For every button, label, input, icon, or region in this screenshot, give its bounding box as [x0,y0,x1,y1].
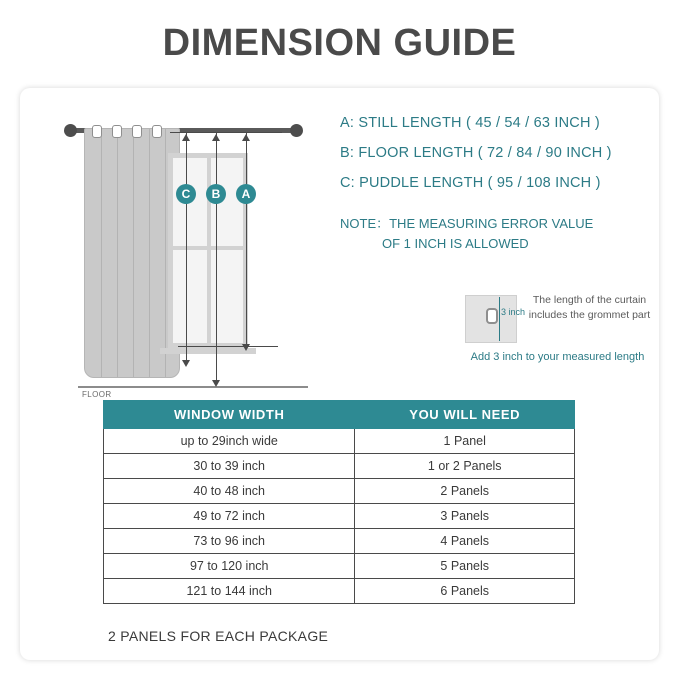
curtain-panel [84,128,180,378]
grommet-icon [112,125,122,138]
grommet-dimension-label: 3 inch [501,307,526,317]
marker-c: C [176,184,196,204]
legend-row-b: B: FLOOR LENGTH ( 72 / 84 / 90 INCH ) [340,144,612,161]
cell-panels-needed: 2 Panels [355,479,575,504]
window-frame [168,153,248,348]
legend-note-line1: NOTE：THE MEASURING ERROR VALUE [340,215,594,231]
rod-finial-right-icon [290,124,303,137]
curtain-illustration [38,98,358,398]
table-row [104,529,575,554]
page-title: DIMENSION GUIDE [162,22,517,64]
grommet-caption: Add 3 inch to your measured length [470,351,645,363]
grommet-measure-line [499,297,500,341]
table-header-row [104,401,575,429]
column-header-window-width: WINDOW WIDTH [104,401,355,429]
cell-window-width: 30 to 39 inch [104,454,355,479]
grommet-detail-block [465,293,650,368]
panel-width-table [103,400,575,604]
guide-card [20,88,659,660]
cell-panels-needed: 6 Panels [355,579,575,604]
legend-block [340,116,650,254]
cell-panels-needed: 1 or 2 Panels [355,454,575,479]
table-row [104,429,575,454]
cell-window-width: 49 to 72 inch [104,504,355,529]
legend-note-line2: OF 1 INCH IS ALLOWED [382,235,529,251]
grommet-icon [92,125,102,138]
cell-window-width: 40 to 48 inch [104,479,355,504]
marker-b: B [206,184,226,204]
table-row [104,504,575,529]
table-row [104,479,575,504]
cell-panels-needed: 4 Panels [355,529,575,554]
grommet-icon [132,125,142,138]
legend-row-a: A: STILL LENGTH ( 45 / 54 / 63 INCH ) [340,115,600,131]
table-row [104,454,575,479]
grommet-ring-icon [486,308,498,324]
marker-a: A [236,184,256,204]
cell-window-width: up to 29inch wide [104,429,355,454]
grommet-detail-swatch [465,295,517,343]
table-row [104,554,575,579]
legend-row-c: C: PUDDLE LENGTH ( 95 / 108 INCH ) [340,174,601,191]
floor-line [78,386,308,388]
grommet-description: The length of the curtain includes the grommet part [528,294,651,322]
cell-panels-needed: 5 Panels [355,554,575,579]
cell-window-width: 121 to 144 inch [104,579,355,604]
table-row [104,579,575,604]
cell-panels-needed: 1 Panel [355,429,575,454]
panel-width-table-wrapper [103,400,575,604]
cell-panels-needed: 3 Panels [355,504,575,529]
footer-note: 2 PANELS FOR EACH PACKAGE [108,628,329,644]
grommet-icon [152,125,162,138]
floor-label: FLOOR [82,390,112,399]
column-header-you-will-need: YOU WILL NEED [355,401,575,429]
rod-finial-left-icon [64,124,77,137]
legend-note [340,214,650,254]
cell-window-width: 73 to 96 inch [104,529,355,554]
cell-window-width: 97 to 120 inch [104,554,355,579]
